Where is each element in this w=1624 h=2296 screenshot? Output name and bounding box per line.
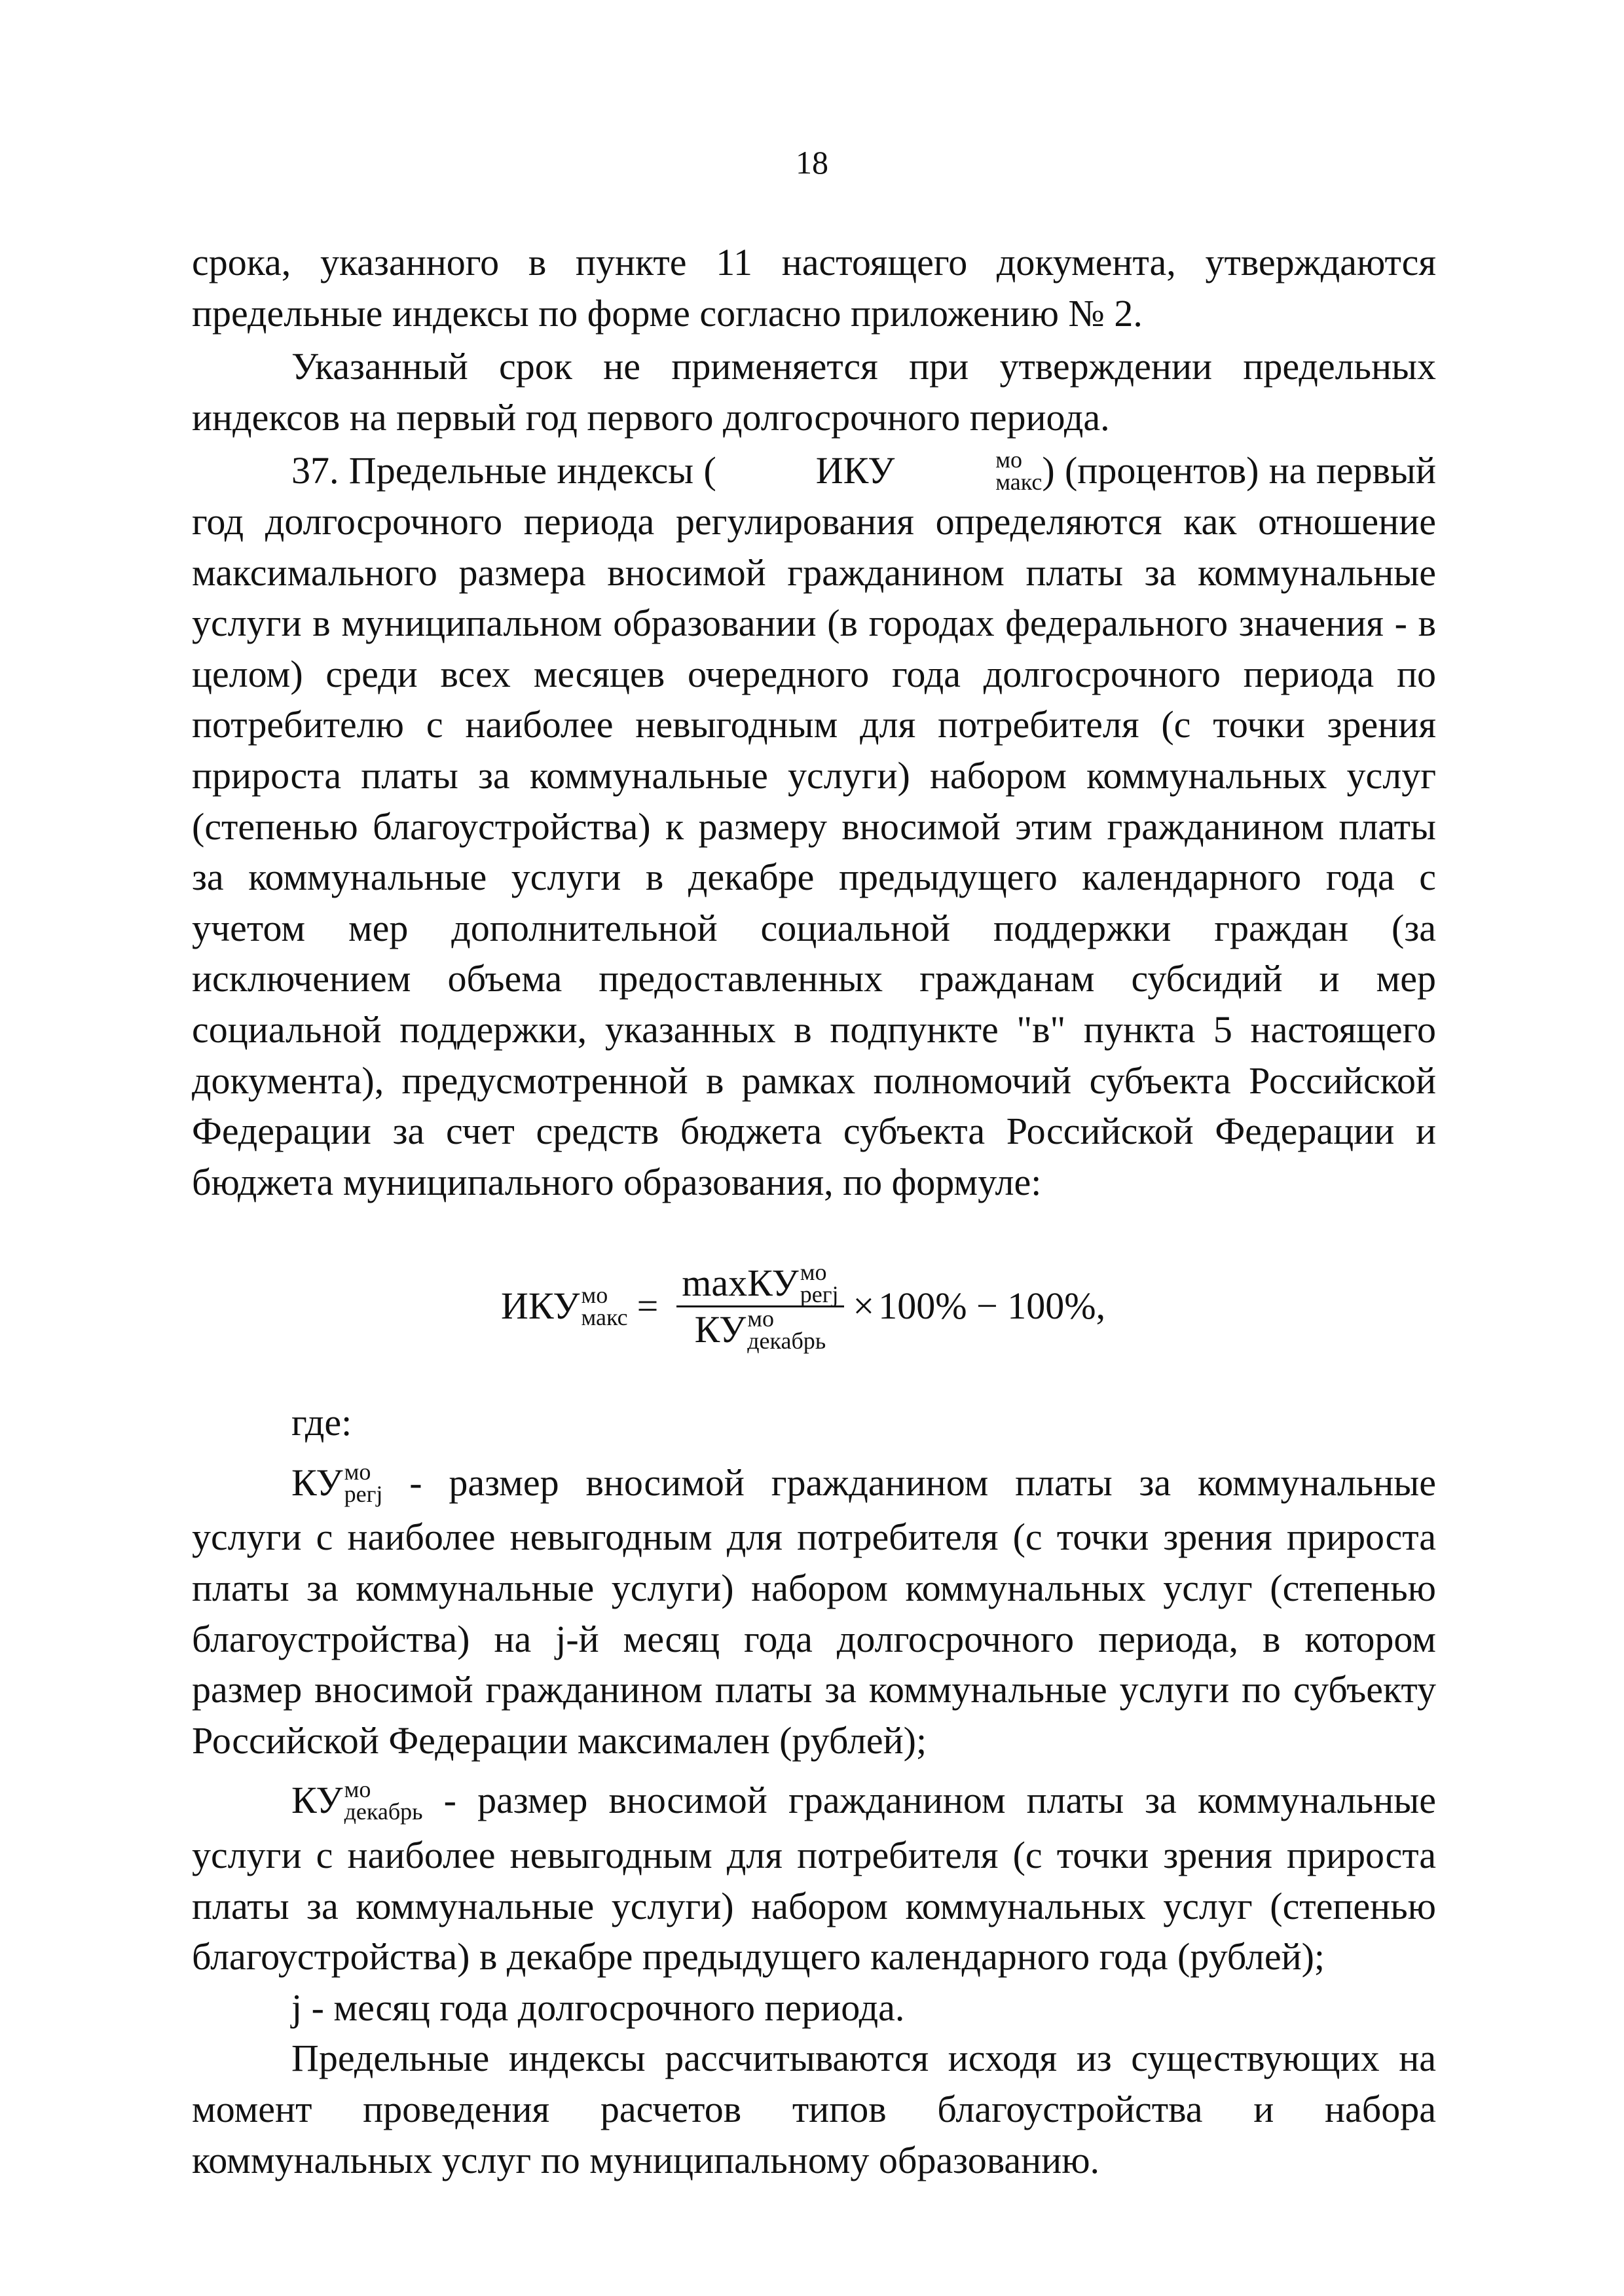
numerator-sup: мо [800,1258,827,1285]
def1-sup: мо [344,1458,371,1485]
superscript-mo: мо [995,446,1023,473]
definition-ku-dekabr-symbol [291,1775,423,1826]
formula-fraction [676,1258,843,1354]
symbol-iku-maks-inline [716,445,1043,496]
where-label: где: [291,1401,352,1444]
page-number: 18 [796,144,828,181]
def2-sup: мо [344,1776,371,1803]
formula-denominator [690,1307,832,1352]
denominator-stack [747,1307,826,1352]
formula-lhs-iku: ИКУ [501,1285,580,1328]
formula-row [501,1244,1105,1368]
definition-ku-regj-continuation: услуги с наиболее невыгодным для потребителя (с точки зрения прироста платы за коммунальные услуги) набором коммунальных услуг (степенью благоустройства) на j-й месяц года долгосрочного периода, в котором размер вносимой гражданином платы за коммунальные услуги по субъекту Российской Федерации максимален (рублей); [192,1516,1436,1762]
denominator-ku: КУ [694,1307,747,1351]
symbol-iku-text: ИКУ [815,449,895,492]
formula-lhs [501,1281,628,1332]
numerator-ku: КУ [747,1261,799,1304]
paragraph-37 [192,445,1436,1207]
formula-lhs-sub: макс [581,1304,628,1331]
denominator-sup: мо [747,1305,774,1332]
paragraph-final: Предельные индексы рассчитываются исходя из существующих на момент проведения расчетов типов благоустройства и набора коммунальных услуг по муниципальному образованию. [192,2037,1436,2181]
numerator-sub: регj [800,1281,839,1307]
sup-sub-stack [896,446,1043,496]
numerator-max: max [682,1261,748,1304]
formula-lhs-stack [581,1282,628,1331]
def2-sub: декабрь [344,1798,423,1825]
definition-ku-dekabr-line [192,1775,1436,1826]
def1-sub: регj [344,1480,383,1507]
definition-ku-regj-desc: - размер вносимой гражданином платы за коммунальные [382,1461,1436,1504]
formula-lhs-sup: мо [581,1282,608,1309]
def1-ku: КУ [291,1461,343,1504]
formula-equals: = [637,1285,659,1328]
document-body [192,237,1436,2185]
paragraph-continuation: срока, указанного в пункте 11 настоящего документа, утверждаются предельные индексы по форме согласно приложению № 2. [192,241,1436,335]
formula-tail: 100% − 100% [878,1285,1096,1328]
formula-iku-maks [192,1244,1436,1368]
definition-ku-dekabr-desc: - размер вносимой гражданином платы за коммунальные [422,1779,1436,1822]
paragraph-37-start: 37. Предельные индексы ( [291,449,716,492]
definition-ku-dekabr-continuation: услуги с наиболее невыгодным для потребителя (с точки зрения прироста платы за коммунальные услуги) набором коммунальных услуг (степенью благоустройства) в декабре предыдущего календарного года (рублей); [192,1834,1436,1978]
numerator-stack [800,1258,839,1307]
formula-numerator [676,1258,843,1307]
def1-stack [344,1458,383,1507]
definition-ku-regj-line [192,1457,1436,1508]
paragraph-term-note: Указанный срок не применяется при утверждении предельных индексов на первый год первого долгосрочного периода. [192,345,1436,439]
subscript-maks: макс [995,469,1043,496]
def2-stack [344,1778,423,1823]
definition-ku-regj-symbol [291,1457,382,1508]
def2-ku: КУ [291,1779,343,1822]
paragraph-37-rest: ) (процентов) на первый год долгосрочного периода регулирования определяются как отношение максимального размера вносимой гражданином платы за коммунальные услуги в муниципальном образовании (в городах федерального значения - в целом) среди всех месяцев очередного года долгосрочного периода по потребителю с наиболее невыгодным для потребителя (с точки зрения прироста платы за коммунальные услуги) набором коммунальных услуг (степенью благоустройства) к размеру вносимой этим гражданином платы за коммунальные услуги в декабре предыдущего календарного года с учетом мер дополнительной социальной поддержки граждан (за исключением объема предоставленных гражданам субсидий и мер социальной поддержки, указанных в подпункте "в" пункта 5 настоящего документа), предусмотренной в рамках полномочий субъекта Российской Федерации за счет средств бюджета субъекта Российской Федерации и бюджета муниципального образования, по формуле: [192,449,1437,1203]
denominator-sub: декабрь [747,1327,826,1354]
formula-comma: , [1096,1285,1106,1328]
definition-j: j - месяц года долгосрочного периода. [291,1986,905,2029]
formula-times: × [853,1285,875,1328]
